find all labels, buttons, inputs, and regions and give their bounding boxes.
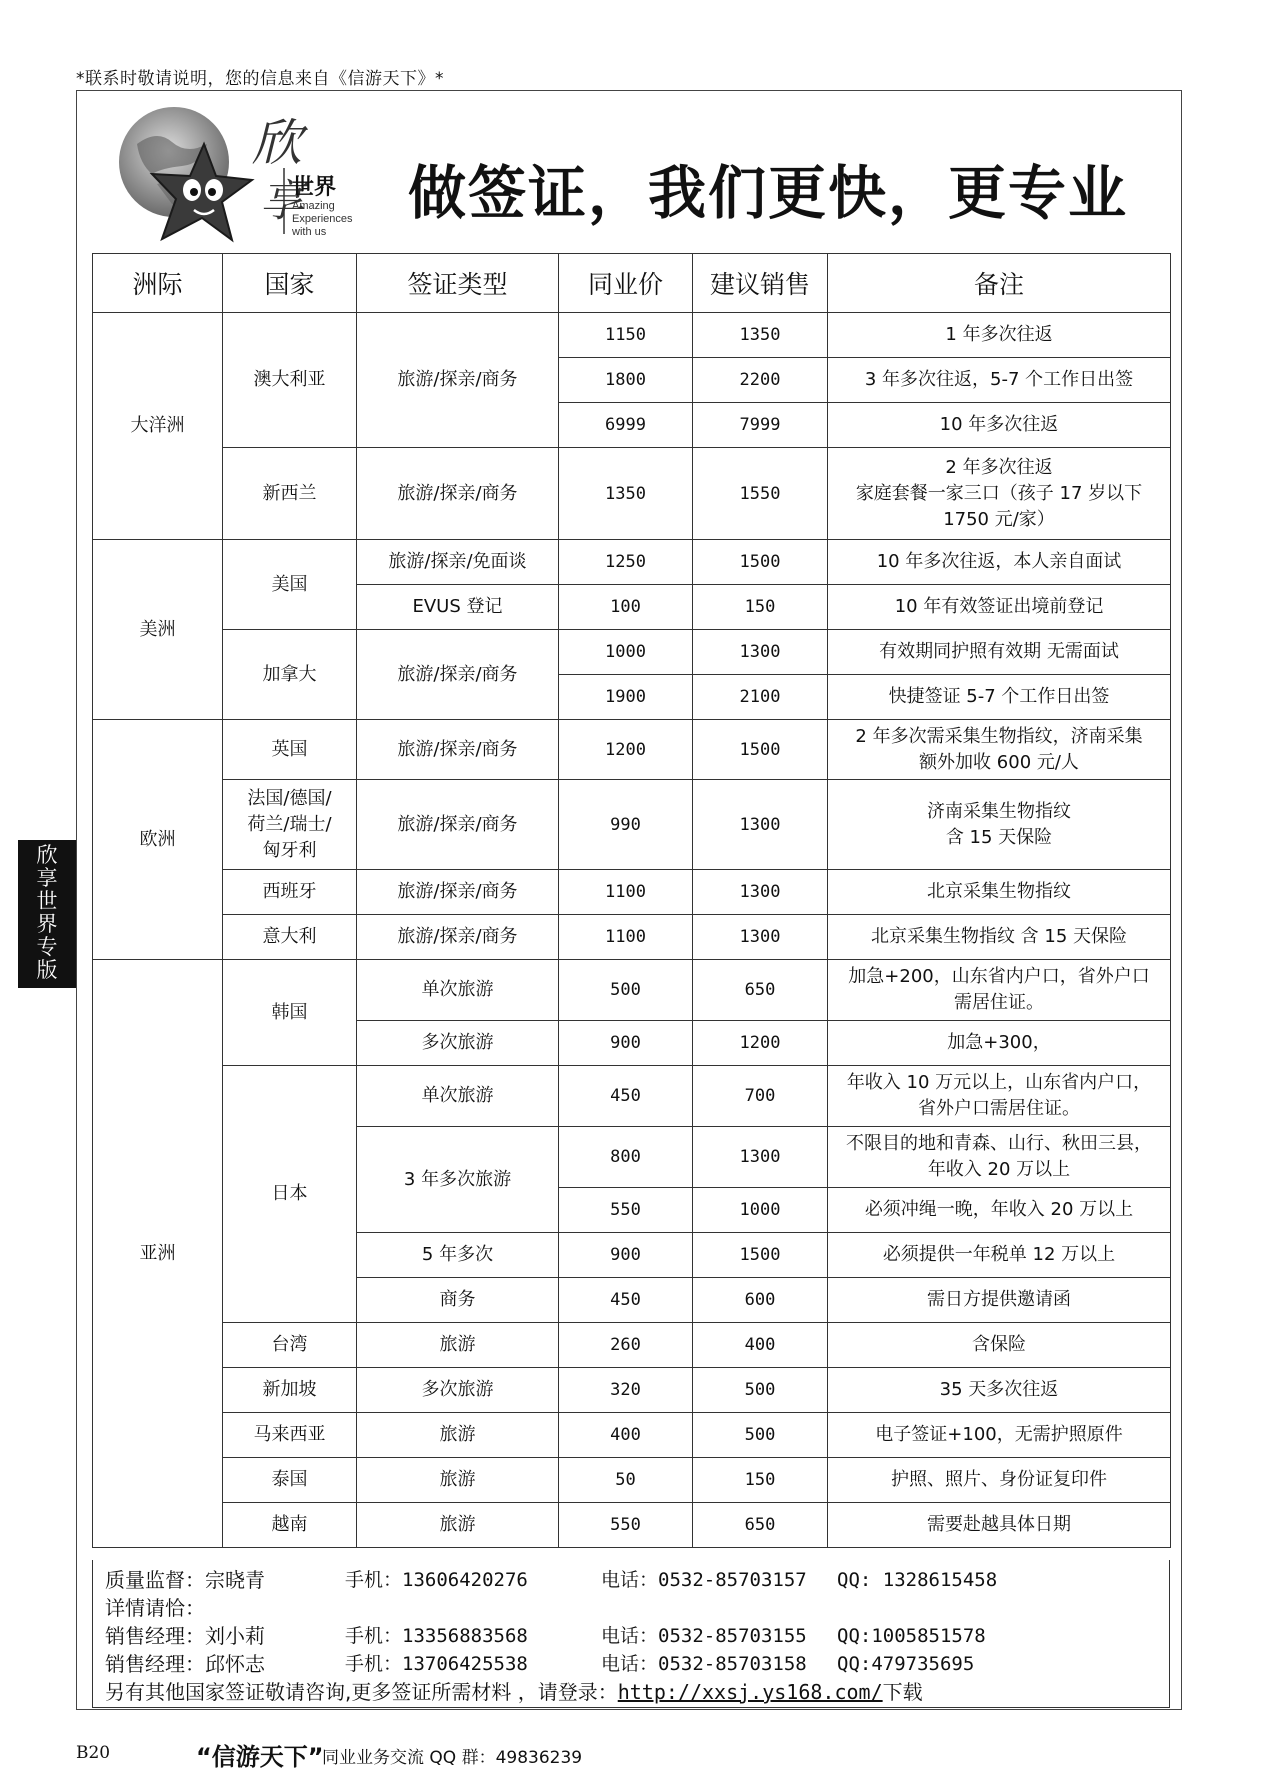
note-cell: 加急+200，山东省内户口，省外户口 需居住证。 bbox=[828, 960, 1171, 1021]
country-cell: 英国 bbox=[223, 720, 357, 780]
visa-type-cell: 旅游/探亲/商务 bbox=[357, 313, 559, 448]
table-row bbox=[93, 1413, 1171, 1458]
suggested-price-cell: 1500 bbox=[693, 540, 828, 585]
visa-type-cell: EVUS 登记 bbox=[357, 585, 559, 630]
suggested-price-cell: 500 bbox=[693, 1413, 828, 1458]
header-suggested-price: 建议销售 bbox=[693, 254, 828, 313]
supervisor-phone: 电话：0532-85703157 bbox=[601, 1569, 807, 1591]
visa-type-cell: 单次旅游 bbox=[357, 960, 559, 1021]
note-cell: 2 年多次往返 家庭套餐一家三口（孩子 17 岁以下 1750 元/家） bbox=[828, 448, 1171, 540]
visa-type-cell: 旅游 bbox=[357, 1503, 559, 1548]
peer-price-cell: 1100 bbox=[559, 915, 693, 960]
suggested-price-cell: 1500 bbox=[693, 720, 828, 780]
peer-price-cell: 1900 bbox=[559, 675, 693, 720]
table-row bbox=[93, 1323, 1171, 1368]
suggested-price-cell: 2200 bbox=[693, 358, 828, 403]
inquiry-label: 详情请恰： bbox=[105, 1596, 205, 1620]
suggested-price-cell: 2100 bbox=[693, 675, 828, 720]
peer-price-cell: 1350 bbox=[559, 448, 693, 540]
header bbox=[112, 104, 1152, 250]
manager-qq: QQ:479735695 bbox=[837, 1653, 975, 1675]
note-cell: 需日方提供邀请函 bbox=[828, 1278, 1171, 1323]
country-cell: 美国 bbox=[223, 540, 357, 630]
peer-price-cell: 50 bbox=[559, 1458, 693, 1503]
note-cell: 35 天多次往返 bbox=[828, 1368, 1171, 1413]
suggested-price-cell: 1300 bbox=[693, 630, 828, 675]
table-row bbox=[93, 960, 1171, 1021]
visa-type-cell: 多次旅游 bbox=[357, 1368, 559, 1413]
svg-text:欣: 欣 bbox=[252, 114, 302, 172]
country-cell: 澳大利亚 bbox=[223, 313, 357, 448]
note-cell: 年收入 10 万元以上，山东省内户口， 省外户口需居住证。 bbox=[828, 1066, 1171, 1127]
note-cell: 北京采集生物指纹 bbox=[828, 870, 1171, 915]
contact-block bbox=[92, 1560, 1170, 1708]
visa-type-cell: 旅游/探亲/商务 bbox=[357, 448, 559, 540]
suggested-price-cell: 1300 bbox=[693, 915, 828, 960]
note-cell: 电子签证+100，无需护照原件 bbox=[828, 1413, 1171, 1458]
peer-price-cell: 1800 bbox=[559, 358, 693, 403]
suggested-price-cell: 500 bbox=[693, 1368, 828, 1413]
table-row bbox=[93, 1066, 1171, 1127]
suggested-price-cell: 600 bbox=[693, 1278, 828, 1323]
visa-type-cell: 商务 bbox=[357, 1278, 559, 1323]
header-visa-type: 签证类型 bbox=[357, 254, 559, 313]
footer-brand: “信游天下” bbox=[196, 1743, 324, 1771]
manager-mobile: 手机：13356883568 bbox=[345, 1625, 528, 1647]
suggested-price-cell: 700 bbox=[693, 1066, 828, 1127]
header-country: 国家 bbox=[223, 254, 357, 313]
continent-cell: 美洲 bbox=[93, 540, 223, 720]
logo-english: Amazing Experiences with us bbox=[292, 200, 353, 238]
suggested-price-cell: 1300 bbox=[693, 1127, 828, 1188]
website-link[interactable]: http://xxsj.ys168.com/ bbox=[617, 1680, 883, 1704]
note-cell: 必须冲绳一晚，年收入 20 万以上 bbox=[828, 1188, 1171, 1233]
table-row bbox=[93, 870, 1171, 915]
suggested-price-cell: 1300 bbox=[693, 870, 828, 915]
visa-type-cell: 旅游/探亲/免面谈 bbox=[357, 540, 559, 585]
suggested-price-cell: 1550 bbox=[693, 448, 828, 540]
country-cell: 台湾 bbox=[223, 1323, 357, 1368]
manager-qq: QQ:1005851578 bbox=[837, 1625, 986, 1647]
visa-type-cell: 旅游 bbox=[357, 1413, 559, 1458]
peer-price-cell: 1000 bbox=[559, 630, 693, 675]
supervisor-mobile: 手机：13606420276 bbox=[345, 1569, 528, 1591]
suggested-price-cell: 650 bbox=[693, 960, 828, 1021]
peer-price-cell: 900 bbox=[559, 1233, 693, 1278]
country-cell: 日本 bbox=[223, 1066, 357, 1323]
visa-type-cell: 旅游/探亲/商务 bbox=[357, 630, 559, 720]
visa-type-cell: 3 年多次旅游 bbox=[357, 1127, 559, 1233]
note-cell: 北京采集生物指纹 含 15 天保险 bbox=[828, 915, 1171, 960]
suggested-price-cell: 1500 bbox=[693, 1233, 828, 1278]
country-cell: 泰国 bbox=[223, 1458, 357, 1503]
top-note: *联系时敬请说明，您的信息来自《信游天下》* bbox=[76, 69, 444, 89]
peer-price-cell: 800 bbox=[559, 1127, 693, 1188]
table-body bbox=[93, 313, 1171, 1548]
note-cell: 需要赴越具体日期 bbox=[828, 1503, 1171, 1548]
note-cell: 不限目的地和青森、山行、秋田三县， 年收入 20 万以上 bbox=[828, 1127, 1171, 1188]
peer-price-cell: 500 bbox=[559, 960, 693, 1021]
peer-price-cell: 900 bbox=[559, 1021, 693, 1066]
more-info-row bbox=[105, 1678, 923, 1706]
country-cell: 加拿大 bbox=[223, 630, 357, 720]
country-cell: 新加坡 bbox=[223, 1368, 357, 1413]
download-text: 下载 bbox=[882, 1680, 923, 1704]
peer-price-cell: 990 bbox=[559, 780, 693, 870]
header-peer-price: 同业价 bbox=[559, 254, 693, 313]
visa-type-cell: 旅游/探亲/商务 bbox=[357, 720, 559, 780]
table-row bbox=[93, 1368, 1171, 1413]
note-cell: 济南采集生物指纹 含 15 天保险 bbox=[828, 780, 1171, 870]
note-cell: 3 年多次往返，5-7 个工作日出签 bbox=[828, 358, 1171, 403]
suggested-price-cell: 7999 bbox=[693, 403, 828, 448]
supervisor-name: 质量监督：宗晓青 bbox=[105, 1568, 265, 1592]
note-cell: 必须提供一年税单 12 万以上 bbox=[828, 1233, 1171, 1278]
side-edition-tab: 欣 享 世 界 专 版 bbox=[18, 840, 76, 988]
note-cell: 含保险 bbox=[828, 1323, 1171, 1368]
visa-type-cell: 旅游 bbox=[357, 1458, 559, 1503]
peer-price-cell: 260 bbox=[559, 1323, 693, 1368]
suggested-price-cell: 150 bbox=[693, 1458, 828, 1503]
country-cell: 越南 bbox=[223, 1503, 357, 1548]
peer-price-cell: 450 bbox=[559, 1278, 693, 1323]
peer-price-cell: 550 bbox=[559, 1503, 693, 1548]
more-info-text: 另有其他国家签证敬请咨询,更多签证所需材料 ，请登录： bbox=[105, 1680, 618, 1704]
note-cell: 10 年多次往返 bbox=[828, 403, 1171, 448]
peer-price-cell: 100 bbox=[559, 585, 693, 630]
table-row bbox=[93, 780, 1171, 870]
header-continent: 洲际 bbox=[93, 254, 223, 313]
peer-price-cell: 400 bbox=[559, 1413, 693, 1458]
suggested-price-cell: 1000 bbox=[693, 1188, 828, 1233]
note-cell: 2 年多次需采集生物指纹，济南采集 额外加收 600 元/人 bbox=[828, 720, 1171, 780]
note-cell: 10 年多次往返，本人亲自面试 bbox=[828, 540, 1171, 585]
continent-cell: 亚洲 bbox=[93, 960, 223, 1548]
suggested-price-cell: 1200 bbox=[693, 1021, 828, 1066]
peer-price-cell: 1250 bbox=[559, 540, 693, 585]
manager-name: 销售经理：邱怀志 bbox=[105, 1652, 265, 1676]
continent-cell: 大洋洲 bbox=[93, 313, 223, 540]
header-notes: 备注 bbox=[828, 254, 1171, 313]
continent-cell: 欧洲 bbox=[93, 720, 223, 960]
visa-type-cell: 旅游/探亲/商务 bbox=[357, 780, 559, 870]
peer-price-cell: 320 bbox=[559, 1368, 693, 1413]
table-row bbox=[93, 313, 1171, 358]
visa-type-cell: 旅游 bbox=[357, 1323, 559, 1368]
visa-type-cell: 单次旅游 bbox=[357, 1066, 559, 1127]
table-row bbox=[93, 448, 1171, 540]
note-cell: 1 年多次往返 bbox=[828, 313, 1171, 358]
suggested-price-cell: 150 bbox=[693, 585, 828, 630]
note-cell: 10 年有效签证出境前登记 bbox=[828, 585, 1171, 630]
table-header-row bbox=[93, 254, 1171, 313]
manager-mobile: 手机：13706425538 bbox=[345, 1653, 528, 1675]
supervisor-qq: QQ: 1328615458 bbox=[837, 1569, 998, 1591]
peer-price-cell: 1200 bbox=[559, 720, 693, 780]
visa-type-cell: 旅游/探亲/商务 bbox=[357, 870, 559, 915]
visa-type-cell: 旅游/探亲/商务 bbox=[357, 915, 559, 960]
logo-text: 世界 bbox=[292, 175, 337, 200]
peer-price-cell: 1150 bbox=[559, 313, 693, 358]
note-cell: 加急+300， bbox=[828, 1021, 1171, 1066]
peer-price-cell: 550 bbox=[559, 1188, 693, 1233]
manager-name: 销售经理：刘小莉 bbox=[105, 1624, 265, 1648]
note-cell: 护照、照片、身份证复印件 bbox=[828, 1458, 1171, 1503]
peer-price-cell: 6999 bbox=[559, 403, 693, 448]
table-row bbox=[93, 720, 1171, 780]
visa-type-cell: 5 年多次 bbox=[357, 1233, 559, 1278]
suggested-price-cell: 650 bbox=[693, 1503, 828, 1548]
table-row bbox=[93, 540, 1171, 585]
slogan-title: 做签证，我们更快，更专业 bbox=[408, 159, 1129, 227]
country-cell: 马来西亚 bbox=[223, 1413, 357, 1458]
country-cell: 新西兰 bbox=[223, 448, 357, 540]
country-cell: 韩国 bbox=[223, 960, 357, 1066]
table-row bbox=[93, 915, 1171, 960]
peer-price-cell: 1100 bbox=[559, 870, 693, 915]
note-cell: 有效期同护照有效期 无需面试 bbox=[828, 630, 1171, 675]
svg-text:享: 享 bbox=[260, 176, 304, 227]
visa-type-cell: 多次旅游 bbox=[357, 1021, 559, 1066]
suggested-price-cell: 1350 bbox=[693, 313, 828, 358]
suggested-price-cell: 400 bbox=[693, 1323, 828, 1368]
suggested-price-cell: 1300 bbox=[693, 780, 828, 870]
table-row bbox=[93, 630, 1171, 675]
table-row bbox=[93, 1503, 1171, 1548]
table-row bbox=[93, 1458, 1171, 1503]
peer-price-cell: 450 bbox=[559, 1066, 693, 1127]
manager-phone: 电话：0532-85703158 bbox=[601, 1653, 807, 1675]
country-cell: 意大利 bbox=[223, 915, 357, 960]
footer-qq-group: 同业业务交流 QQ 群：49836239 bbox=[322, 1748, 583, 1768]
manager-phone: 电话：0532-85703155 bbox=[601, 1625, 807, 1647]
note-cell: 快捷签证 5-7 个工作日出签 bbox=[828, 675, 1171, 720]
visa-price-table bbox=[92, 253, 1171, 1548]
page-number: B20 bbox=[76, 1743, 111, 1763]
country-cell: 西班牙 bbox=[223, 870, 357, 915]
country-cell: 法国/德国/ 荷兰/瑞士/ 匈牙利 bbox=[223, 780, 357, 870]
